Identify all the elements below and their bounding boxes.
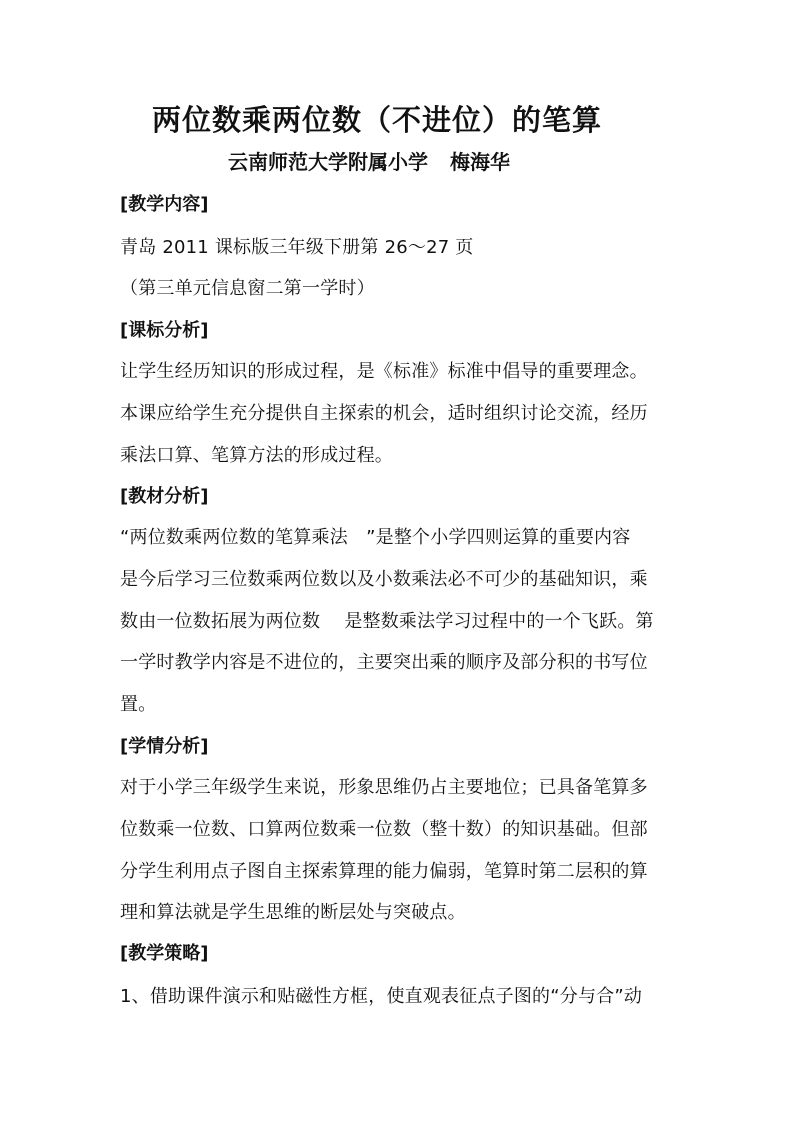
paragraph-line: 1、借助课件演示和贴磁性方框，使直观表征点子图的“分与合”动 xyxy=(120,986,643,1007)
paragraph-line: 分学生利用点子图自主探索算理的能力偏弱，笔算时第二层积的算 xyxy=(120,861,648,882)
paragraph-line: （第三单元信息窗二第一学时） xyxy=(120,278,375,299)
document-title: 两位数乘两位数（不进位）的笔算 xyxy=(152,103,603,137)
author-line xyxy=(228,146,510,175)
paragraph-line: “两位数乘两位数的笔算乘法 ”是整个小学四则运算的重要内容 xyxy=(120,527,631,548)
section-heading-content: [教学内容] xyxy=(120,194,209,215)
paragraph-line: 青岛 2011 课标版三年级下册第 26～27 页 xyxy=(120,237,474,258)
section-heading-learner: [学情分析] xyxy=(120,736,209,757)
paragraph-line: 本课应给学生充分提供自主探索的机会，适时组织讨论交流，经历 xyxy=(120,403,648,424)
paragraph-line: 置。 xyxy=(120,694,157,715)
paragraph-line: 位数乘一位数、口算两位数乘一位数（整十数）的知识基础。但部 xyxy=(120,819,648,840)
section-heading-textbook: [教材分析] xyxy=(120,486,209,507)
section-heading-strategy: [教学策略] xyxy=(120,943,209,964)
school-name: 云南师范大学附属小学 xyxy=(228,150,428,174)
paragraph-line: 一学时教学内容是不进位的，主要突出乘的顺序及部分积的书写位 xyxy=(120,652,648,673)
paragraph-line: 乘法口算、笔算方法的形成过程。 xyxy=(120,445,393,466)
paragraph-line: 对于小学三年级学生来说，形象思维仍占主要地位；已具备笔算多 xyxy=(120,777,648,798)
paragraph-line: 数由一位数拓展为两位数 是整数乘法学习过程中的一个飞跃。第 xyxy=(120,611,654,632)
author-name: 梅海华 xyxy=(450,150,510,174)
paragraph-line: 是今后学习三位数乘两位数以及小数乘法必不可少的基础知识，乘 xyxy=(120,569,648,590)
section-heading-standard: [课标分析] xyxy=(120,320,209,341)
paragraph-line: 理和算法就是学生思维的断层处与突破点。 xyxy=(120,902,466,923)
paragraph-line: 让学生经历知识的形成过程，是《标准》标准中倡导的重要理念。 xyxy=(120,361,648,382)
